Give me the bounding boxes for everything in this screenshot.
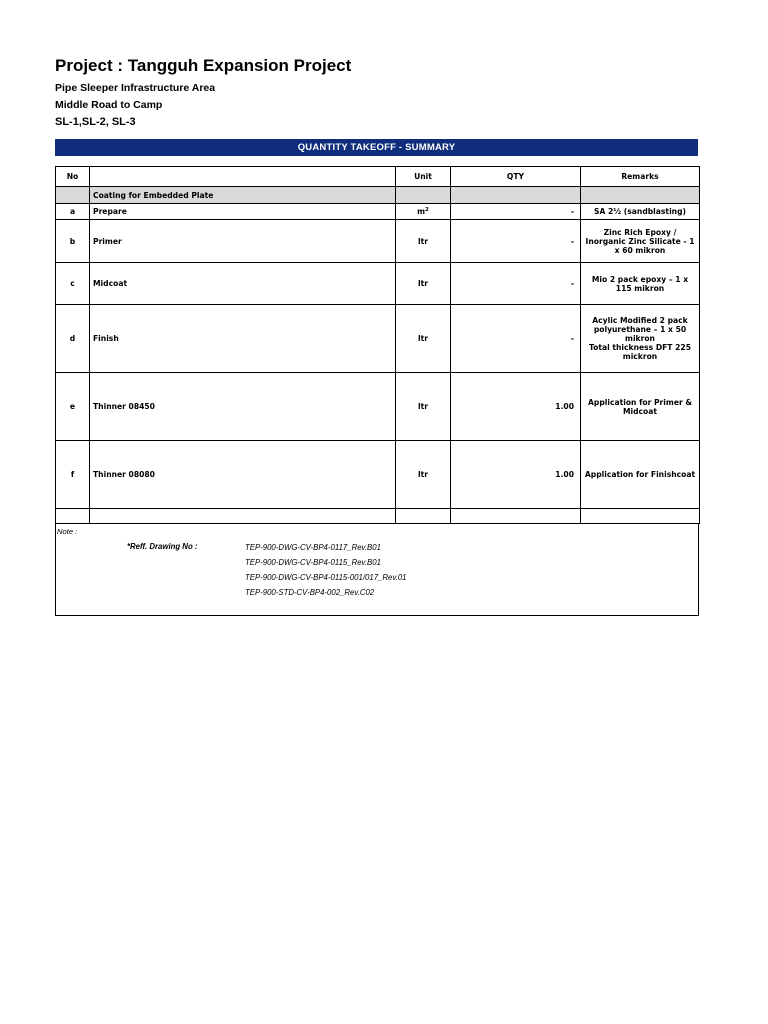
drawing-ref: TEP-900-DWG-CV-BP4-0115_Rev.B01 [245, 558, 381, 567]
drawing-ref: TEP-900-STD-CV-BP4-002_Rev.C02 [245, 588, 375, 597]
row-qty: 1.00 [451, 441, 581, 509]
row-qty: - [451, 263, 581, 305]
note-box [55, 523, 699, 616]
note-label: Note : [57, 527, 78, 536]
row-description: Thinner 08450 [90, 373, 396, 441]
row-unit: ltr [396, 263, 451, 305]
table-row [56, 220, 700, 263]
header-description [90, 167, 396, 187]
row-unit: ltr [396, 441, 451, 509]
sleepers-subtitle: SL-1,SL-2, SL-3 [55, 116, 136, 128]
header-no: No [56, 167, 90, 187]
table-row [56, 305, 700, 373]
row-description: Primer [90, 220, 396, 263]
row-unit: ltr [396, 305, 451, 373]
row-no: d [56, 305, 90, 373]
row-unit: ltr [396, 220, 451, 263]
row-no: e [56, 373, 90, 441]
page-title: Project : Tangguh Expansion Project [55, 56, 352, 75]
row-qty: - [451, 204, 581, 220]
row-qty: - [451, 305, 581, 373]
header-qty: QTY [451, 167, 581, 187]
quantity-table [55, 166, 700, 524]
row-no: f [56, 441, 90, 509]
row-description: Thinner 08080 [90, 441, 396, 509]
row-no: c [56, 263, 90, 305]
row-remarks [581, 305, 700, 373]
drawing-ref: TEP-900-DWG-CV-BP4-0117_Rev.B01 [245, 543, 381, 552]
row-unit: $m^2$ [396, 204, 451, 220]
table-row [56, 373, 700, 441]
table-row [56, 204, 700, 220]
row-remarks: Zinc Rich Epoxy / Inorganic Zinc Silicate - 1 x 60 mikron [581, 220, 700, 263]
header-unit: Unit [396, 167, 451, 187]
drawing-ref: TEP-900-DWG-CV-BP4-0115-001/017_Rev.01 [245, 573, 407, 582]
row-remarks: Application for Finishcoat [581, 441, 700, 509]
empty-row [56, 509, 700, 524]
table-header-row [56, 167, 700, 187]
row-description: Finish [90, 305, 396, 373]
row-description: Prepare [90, 204, 396, 220]
section-title: Coating for Embedded Plate [90, 187, 396, 204]
summary-banner: QUANTITY TAKEOFF - SUMMARY [55, 139, 698, 156]
section-row [56, 187, 700, 204]
row-description: Midcoat [90, 263, 396, 305]
row-no: a [56, 204, 90, 220]
row-remarks: Mio 2 pack epoxy – 1 x 115 mikron [581, 263, 700, 305]
row-unit: ltr [396, 373, 451, 441]
row-remarks: Application for Primer & Midcoat [581, 373, 700, 441]
table-row [56, 441, 700, 509]
remarks-line-1: Acylic Modified 2 pack polyurethane – 1 x 50 mikron [592, 316, 688, 343]
remarks-line-2: Total thickness DFT 225 mickron [589, 343, 691, 361]
row-no: b [56, 220, 90, 263]
row-qty: 1.00 [451, 373, 581, 441]
header-remarks: Remarks [581, 167, 700, 187]
reff-drawing-label: *Reff. Drawing No : [127, 542, 198, 551]
area-subtitle: Pipe Sleeper Infrastructure Area [55, 82, 216, 94]
row-qty: - [451, 220, 581, 263]
row-remarks: SA 2½ (sandblasting) [581, 204, 700, 220]
table-row [56, 263, 700, 305]
location-subtitle: Middle Road to Camp [55, 99, 163, 111]
